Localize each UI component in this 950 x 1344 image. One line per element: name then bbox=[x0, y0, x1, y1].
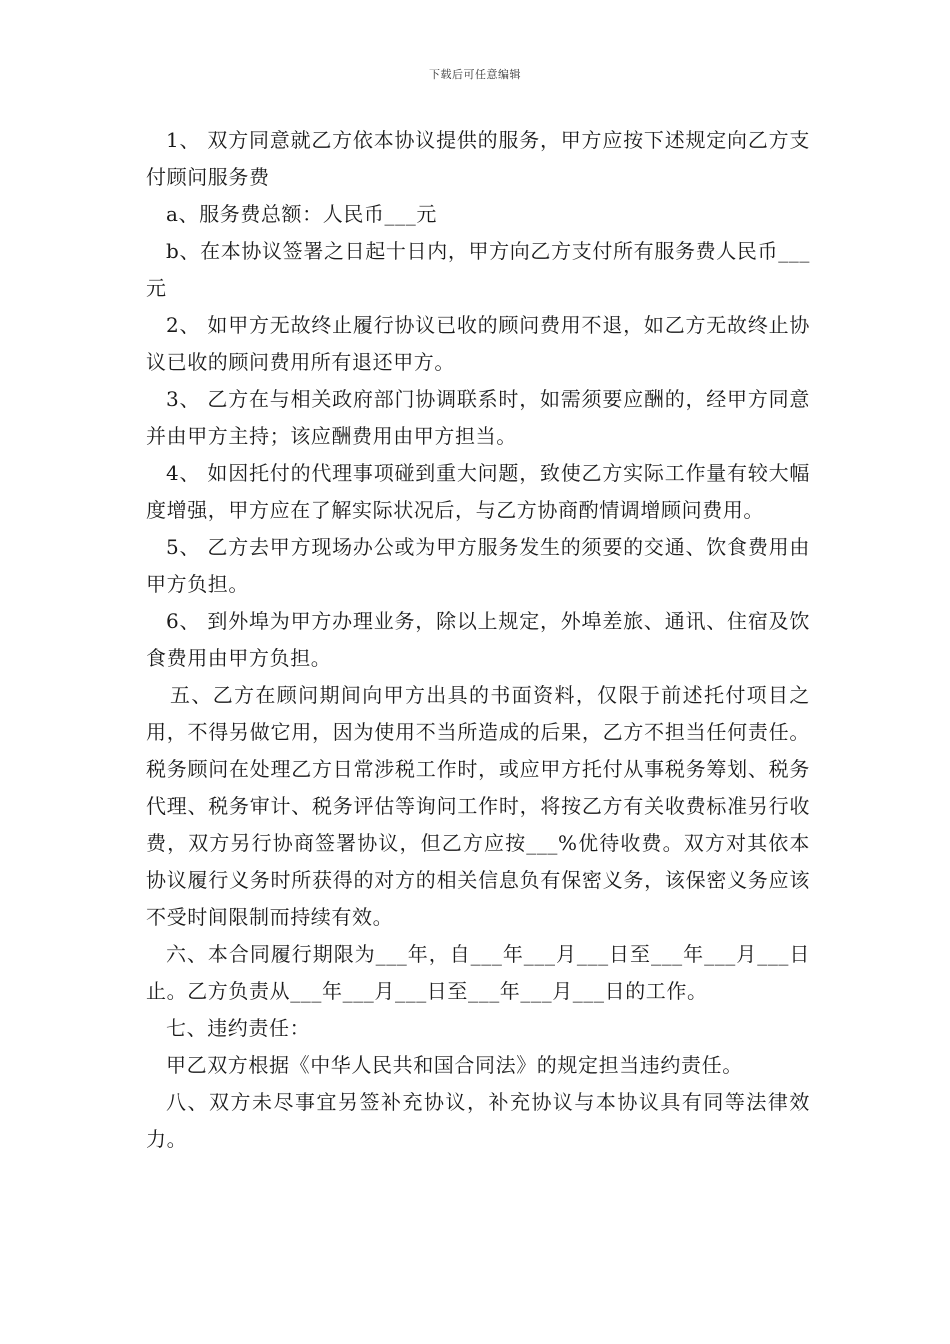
clause-1-paragraph: 1、 双方同意就乙方依本协议提供的服务，甲方应按下述规定向乙方支付顾问服务费 bbox=[146, 128, 810, 189]
document-body bbox=[146, 122, 810, 1158]
page-header: 下载后可任意编辑 bbox=[429, 68, 521, 81]
clause-b-paragraph: b、在本协议签署之日起十日内，甲方向乙方支付所有服务费人民币___元 bbox=[146, 239, 810, 300]
clause-3-paragraph: 3、 乙方在与相关政府部门协调联系时，如需须要应酬的，经甲方同意并由甲方主持；该应酬费用由甲方担当。 bbox=[146, 387, 810, 448]
section-7-heading: 七、违约责任： bbox=[166, 1016, 311, 1040]
clause-2-paragraph: 2、 如甲方无故终止履行协议已收的顾问费用不退，如乙方无故终止协议已收的顾问费用所有退还甲方。 bbox=[146, 313, 810, 374]
clause-6-paragraph: 6、 到外埠为甲方办理业务，除以上规定，外埠差旅、通讯、住宿及饮食费用由甲方负担。 bbox=[146, 609, 810, 670]
clause-4-paragraph: 4、 如因托付的代理事项碰到重大问题，致使乙方实际工作量有较大幅度增强，甲方应在了解实际状况后，与乙方协商酌情调增顾问费用。 bbox=[146, 461, 810, 522]
section-8-paragraph: 八、双方未尽事宜另签补充协议，补充协议与本协议具有同等法律效力。 bbox=[146, 1090, 810, 1151]
clause-a-paragraph: a、服务费总额：人民币___元 bbox=[166, 202, 437, 226]
section-6-paragraph: 六、本合同履行期限为___年，自___年___月___日至___年___月___日止。乙方负责从___年___月___日至___年___月___日的工作。 bbox=[146, 942, 810, 1003]
clause-5-paragraph: 5、 乙方去甲方现场办公或为甲方服务发生的须要的交通、饮食费用由甲方负担。 bbox=[146, 535, 810, 596]
section-5-paragraph: 五、乙方在顾问期间向甲方出具的书面资料，仅限于前述托付项目之用，不得另做它用，因为使用不当所造成的后果，乙方不担当任何责任。税务顾问在处理乙方日常涉税工作时，或应甲方托付从事税务筹划、税务代理、税务审计、税务评估等询问工作时，将按乙方有关收费标准另行收费，双方另行协商签署协议，但乙方应按___%优待收费。双方对其依本协议履行义务时所获得的对方的相关信息负有保密义务，该保密义务应该不受时间限制而持续有效。 bbox=[146, 683, 810, 929]
section-7-paragraph: 甲乙双方根据《中华人民共和国合同法》的规定担当违约责任。 bbox=[166, 1053, 743, 1077]
